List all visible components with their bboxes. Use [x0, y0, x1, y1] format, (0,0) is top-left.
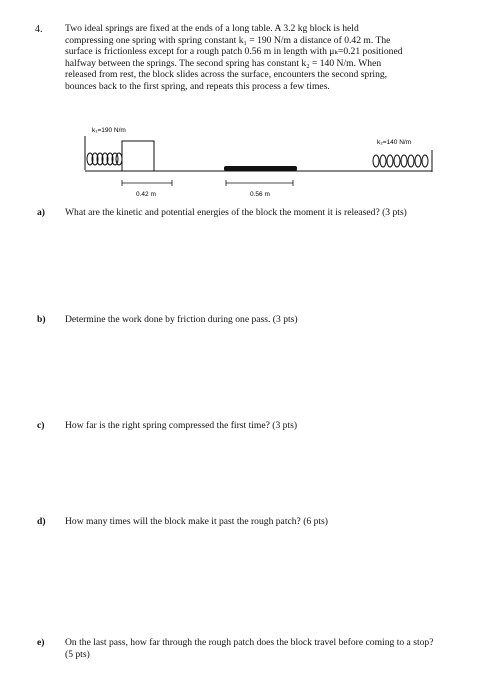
- intro-line: released from rest, the block slides across the surface, encounters the second spring,: [65, 69, 388, 81]
- part-a-label: a): [37, 207, 45, 218]
- part-c-question: How far is the right spring compressed the first time? (3 pts): [65, 420, 298, 431]
- spring-diagram: [0, 118, 494, 203]
- dimension-042: [122, 180, 172, 186]
- part-e-question: On the last pass, how far through the rough patch does the block travel before coming to a stop? (5 pts): [65, 637, 434, 660]
- dim1-label: 0.42 m: [136, 191, 156, 198]
- intro-line: halfway between the springs. The second spring has constant k₂ = 140 N/m. When: [65, 57, 382, 69]
- part-d-question: How many times will the block make it past the rough patch? (6 pts): [65, 516, 328, 527]
- intro-line: surface is frictionless except for a rough patch 0.56 m in length with μₖ=0.21 positioned: [65, 46, 403, 58]
- right-spring: [373, 155, 428, 167]
- part-d-label: d): [37, 516, 46, 527]
- part-c-label: c): [37, 420, 45, 431]
- k1-label: k₁=190 N/m: [92, 127, 126, 134]
- left-spring: [87, 153, 122, 165]
- block: [122, 141, 154, 171]
- intro-line: bounces back to the first spring, and repeats this process a few times.: [65, 80, 330, 92]
- part-b-label: b): [37, 314, 46, 325]
- dim2-label: 0.56 m: [250, 191, 270, 198]
- rough-patch: [224, 166, 297, 171]
- part-e-label: e): [37, 637, 45, 648]
- part-b-question: Determine the work done by friction during one pass. (3 pts): [65, 314, 298, 325]
- part-a-question: What are the kinetic and potential energies of the block the moment it is released? (3 pts): [65, 207, 407, 218]
- problem-statement: [65, 23, 450, 93]
- intro-line: Two ideal springs are fixed at the ends of a long table. A 3.2 kg block is held: [65, 23, 359, 34]
- intro-line: compressing one spring with spring constant k₁ = 190 N/m a distance of 0.42 m. The: [65, 34, 391, 46]
- dimension-056: [226, 180, 293, 186]
- question-number: 4.: [35, 24, 43, 35]
- k2-label: k₂=140 N/m: [377, 139, 412, 146]
